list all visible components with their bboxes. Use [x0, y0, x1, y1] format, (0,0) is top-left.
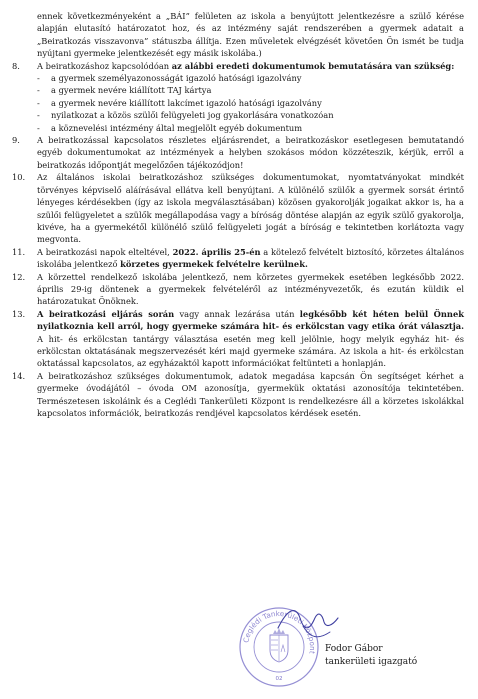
- item-number: 14.: [12, 370, 26, 381]
- item-number: 11.: [12, 246, 26, 257]
- item-13-bold-statement: legkésőbb két héten belül Önnek nyilatkoznia kell arról, hogy gyermeke számára hit- és erkölcstan vagy etika órát választja.: [37, 308, 464, 332]
- item-number: 10.: [12, 172, 26, 183]
- signature-block: [325, 643, 417, 668]
- signer-title: tankerületi igazgató: [325, 656, 418, 667]
- list-item: - a gyermek személyazonosságát igazoló hatósági igazolvány: [37, 73, 302, 84]
- handwritten-signature: [248, 588, 358, 648]
- list-item: - a gyermek nevére kiállított lakcímet igazoló hatósági igazolvány: [37, 97, 322, 108]
- item-9: [12, 134, 464, 171]
- item-8: [12, 60, 464, 134]
- item-12-text: A körzettel rendelkező iskolába jelentkező, nem körzetes gyermekek esetében legkésőbb 2022. április 29-ig döntenek a gyermekek felvételéről az intézményvezetők, és ezután küldik el határozatukat Önöknek.: [37, 271, 464, 307]
- item-14-text: A beiratkozáshoz szükséges dokumentumok, adatok megadása kapcsán Ön segítséget kérhet a gyermeke óvodájától – óvoda OM azonosítja, gyermekük oktatási azonosítója tekintetében. Természetesen iskoláink és a Ceglédi Tankerületi Központ is rendelkezésre áll a körzetes iskolákkal kapcsolatos információk, beiratkozás rendjével kapcsolatos kérdések esetén.: [37, 370, 464, 418]
- admission-date: 2022. április 25-én: [172, 246, 261, 257]
- item-number: 13.: [12, 308, 26, 319]
- item-14: [12, 370, 464, 420]
- list-item: - nyilatkozat a közös szülői felügyeleti jog gyakorlására vonatkozóan: [37, 110, 334, 121]
- item-10-text-a: Az általános iskolai beiratkozáshoz szükséges dokumentumokat, nyomtatványokat mindkét törvényes képviselő aláírásával ellátva kell benyújtani.: [37, 172, 464, 195]
- stamp-number: 02: [275, 676, 283, 682]
- document-body: [12, 10, 464, 419]
- item-13: 13. A beiratkozási eljárás során vagy annak lezárása után legkésőbb két héten belül Önnek nyilatkoznia kell arról, hogy gyermeke számára hit- és erkölcstan vagy etika órát választja. A hit- és erkölcstan tantárgy választása esetén meg kell jelölnie, hogy melyik egyház hit- és erkölcstan oktatásának megszervezését kéri majd gyermeke számára. Az iskola a hit- és erkölcstan oktatással kapcsolatos, az egyházaktól kapott információkat feltünteti a honlapján.: [12, 308, 464, 369]
- item-9-text: A beiratkozással kapcsolatos részletes eljárásrendet, a beiratkozáskor esetlegesen bemutatandó egyéb dokumentumokat az intézmények a helyben szokásos módon közzéteszik, kérjük, erről a beiratkozás időpontját megelőzően tájékozódjon!: [37, 135, 464, 170]
- stamp-ring-text: Ceglédi Tankerületi Központ: [241, 608, 318, 655]
- item-11: 11. A beiratkozási napok elteltével, 2022. április 25-én a kötelező felvételt biztosító, körzetes általános iskolába jelentkező körzetes gyermekek felvételre kerülnek.: [12, 246, 465, 270]
- item-number: 9.: [12, 135, 20, 146]
- signer-name: Fodor Gábor: [325, 644, 383, 654]
- item-12: [12, 271, 464, 308]
- item-number: 12.: [12, 271, 26, 282]
- item-8-bold-text: az alábbi eredeti dokumentumok bemutatására van szükség:: [171, 60, 455, 71]
- item-11-bold-end: körzetes gyermekek felvételre kerülnek.: [120, 259, 308, 270]
- item-10: [12, 171, 464, 245]
- list-item: - a gyermek nevére kiállított TAJ kártya: [37, 85, 212, 96]
- item-number: 8.: [12, 60, 20, 71]
- list-item: - a köznevelési intézmény által megjelölt egyéb dokumentum: [37, 122, 303, 133]
- item-10-text-b: A különélő szülők a gyermek sorsát érintő lényeges kérdésekben (így az iskola megválasztásában) közösen gyakorolják jogaikat akkor is, ha a szülői felügyeletet a szülők megállapodása vagy a bíróság döntése alapján az egyik szülő gyakorolja, kivéve, ha a gyermekétől különélő szülő felügyeleti jogát a bíróság e tekintetben korlátozta vagy megvonta.: [37, 184, 464, 245]
- required-documents-list: [37, 72, 464, 134]
- item-8-text: A beiratkozáshoz kapcsolódóan: [37, 60, 172, 71]
- intro-paragraph: ennek következményeként a „BÁI” felületen az iskola a benyújtott jelentkezésre a szülő kérése alapján elutasító határozatot hoz, és az intézmény saját rendszerében a gyermek adatait a „Beiratkozás visszavonva” státuszba állítja. Ezen műveletek elvégzését követően Ön ismét be tudja nyújtani gyermeke jelentkezését egy másik iskolába.): [37, 11, 464, 59]
